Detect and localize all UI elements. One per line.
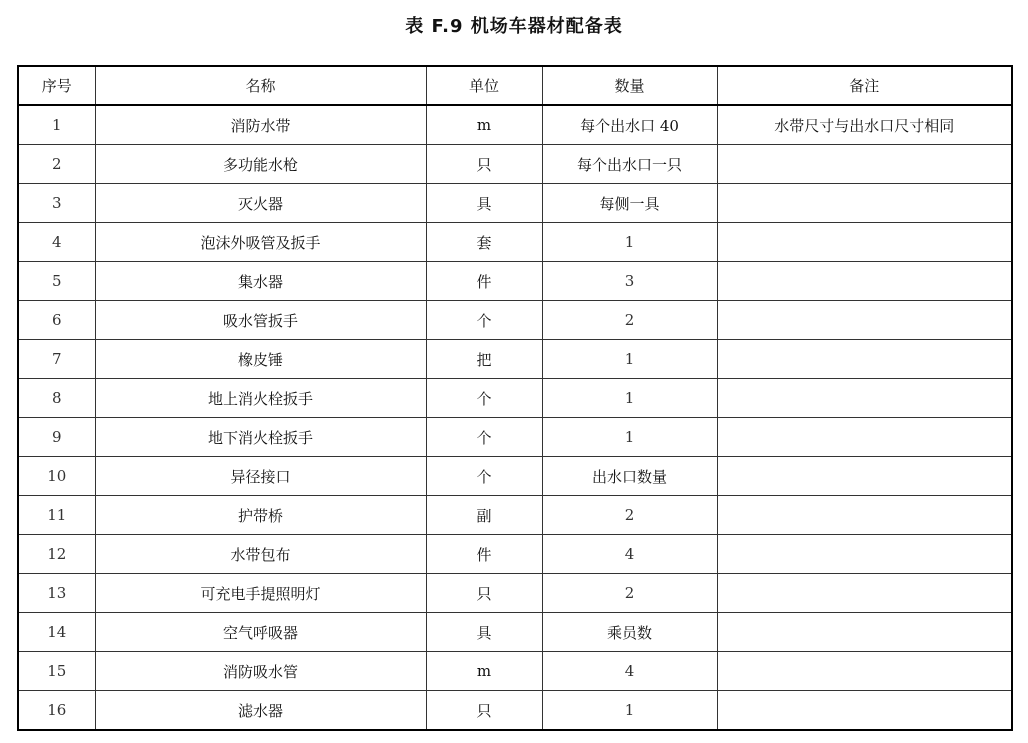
table-row [18,691,1012,731]
cell-name: 集水器 [95,262,426,301]
header-qty: 数量 [542,66,717,105]
cell-name: 消防吸水管 [95,652,426,691]
cell-unit: 个 [426,379,542,418]
table-row [18,223,1012,262]
cell-unit: m [426,652,542,691]
cell-qty: 2 [542,496,717,535]
cell-unit: 个 [426,457,542,496]
cell-name: 多功能水枪 [95,145,426,184]
cell-seq: 14 [18,613,95,652]
cell-note [717,418,1012,457]
cell-name: 地下消火栓扳手 [95,418,426,457]
cell-name: 泡沫外吸管及扳手 [95,223,426,262]
cell-note [717,496,1012,535]
cell-note [717,691,1012,731]
cell-unit: 把 [426,340,542,379]
cell-name: 吸水管扳手 [95,301,426,340]
cell-qty: 1 [542,691,717,731]
cell-unit: 具 [426,613,542,652]
cell-unit: 件 [426,535,542,574]
cell-seq: 16 [18,691,95,731]
cell-note [717,535,1012,574]
table-header [18,66,1012,105]
cell-seq: 8 [18,379,95,418]
cell-seq: 12 [18,535,95,574]
table-row [18,613,1012,652]
table-row [18,184,1012,223]
table-body [18,105,1012,730]
header-row [18,66,1012,105]
cell-name: 地上消火栓扳手 [95,379,426,418]
cell-note: 水带尺寸与出水口尺寸相同 [717,105,1012,145]
table-row [18,145,1012,184]
cell-seq: 6 [18,301,95,340]
header-unit: 单位 [426,66,542,105]
header-seq: 序号 [18,66,95,105]
cell-seq: 9 [18,418,95,457]
cell-unit: 件 [426,262,542,301]
cell-note [717,340,1012,379]
table-row [18,574,1012,613]
cell-note [717,184,1012,223]
cell-qty: 1 [542,340,717,379]
cell-note [717,301,1012,340]
cell-seq: 5 [18,262,95,301]
cell-name: 消防水带 [95,105,426,145]
cell-qty: 4 [542,652,717,691]
table-row [18,457,1012,496]
cell-name: 滤水器 [95,691,426,731]
cell-note [717,457,1012,496]
cell-name: 灭火器 [95,184,426,223]
table-row [18,652,1012,691]
table-row [18,535,1012,574]
cell-unit: 只 [426,145,542,184]
table-row [18,496,1012,535]
cell-seq: 4 [18,223,95,262]
cell-unit: 只 [426,691,542,731]
cell-name: 空气呼吸器 [95,613,426,652]
cell-note [717,379,1012,418]
cell-name: 异径接口 [95,457,426,496]
cell-qty: 乘员数 [542,613,717,652]
cell-name: 护带桥 [95,496,426,535]
cell-unit: m [426,105,542,145]
cell-unit: 只 [426,574,542,613]
cell-qty: 每侧一具 [542,184,717,223]
cell-seq: 15 [18,652,95,691]
cell-qty: 2 [542,301,717,340]
cell-seq: 10 [18,457,95,496]
cell-note [717,145,1012,184]
table-row [18,301,1012,340]
cell-qty: 2 [542,574,717,613]
cell-name: 可充电手提照明灯 [95,574,426,613]
header-name: 名称 [95,66,426,105]
cell-seq: 7 [18,340,95,379]
cell-qty: 1 [542,223,717,262]
cell-qty: 1 [542,418,717,457]
cell-qty: 1 [542,379,717,418]
table-row [18,262,1012,301]
equipment-table [17,65,1013,731]
cell-note [717,262,1012,301]
cell-note [717,613,1012,652]
cell-seq: 13 [18,574,95,613]
cell-note [717,652,1012,691]
cell-unit: 套 [426,223,542,262]
cell-unit: 具 [426,184,542,223]
cell-qty: 每个出水口一只 [542,145,717,184]
table-row [18,340,1012,379]
cell-note [717,574,1012,613]
cell-unit: 副 [426,496,542,535]
cell-qty: 出水口数量 [542,457,717,496]
cell-unit: 个 [426,301,542,340]
table-row [18,379,1012,418]
cell-seq: 11 [18,496,95,535]
cell-note [717,223,1012,262]
cell-unit: 个 [426,418,542,457]
cell-qty: 4 [542,535,717,574]
header-note: 备注 [717,66,1012,105]
cell-qty: 3 [542,262,717,301]
cell-seq: 2 [18,145,95,184]
cell-seq: 3 [18,184,95,223]
table-title: 表 F.9 机场车器材配备表 [405,16,623,37]
cell-seq: 1 [18,105,95,145]
cell-qty: 每个出水口 40 [542,105,717,145]
table-row [18,418,1012,457]
cell-name: 橡皮锤 [95,340,426,379]
table-row [18,105,1012,145]
cell-name: 水带包布 [95,535,426,574]
